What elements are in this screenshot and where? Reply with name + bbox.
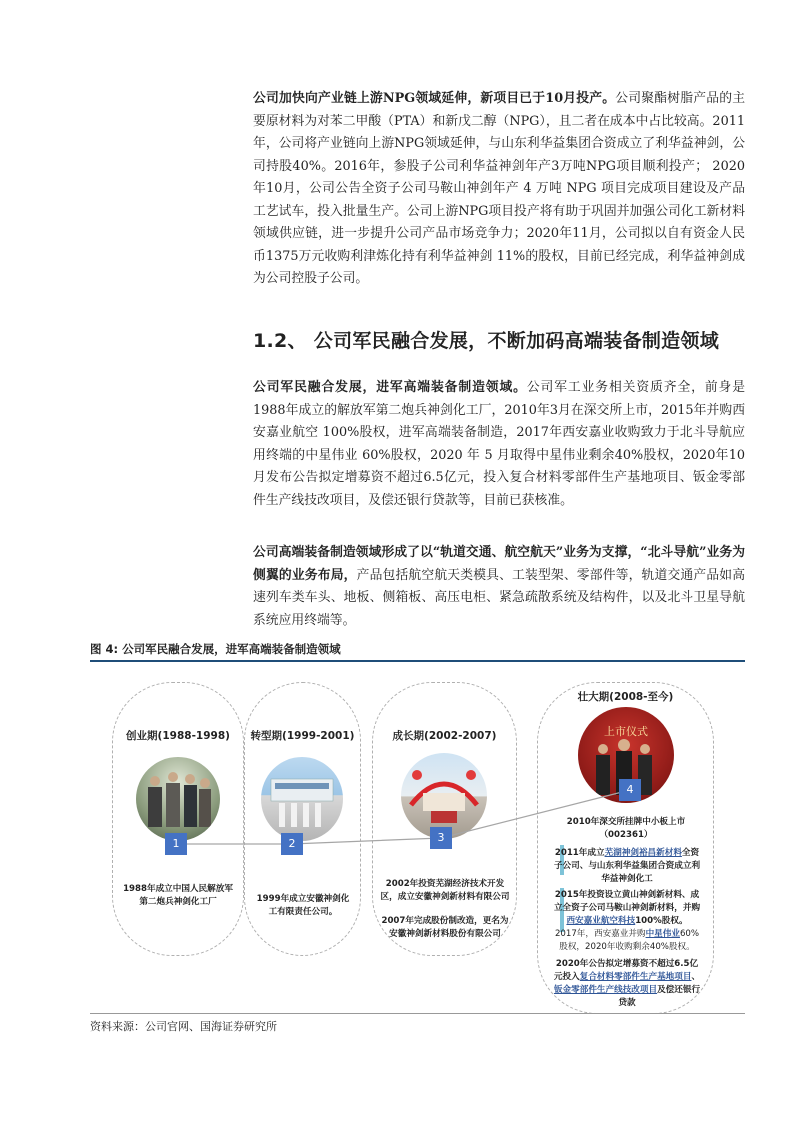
stage-desc: 1988年成立中国人民解放军第二炮兵神剑化工厂 — [123, 884, 233, 907]
stage-desc: 1999年成立安徽神剑化工有限责任公司。 — [256, 894, 350, 917]
paragraph-lead: 公司加快向产业链上游NPG领域延伸，新项目已于10月投产。 — [253, 91, 616, 106]
paragraph-lead: 公司军民融合发展，进军高端装备制造领域。 — [253, 380, 527, 395]
paragraph-body: 公司军工业务相关资质齐全，前身是1988年成立的解放军第二炮兵神剑化工厂，2010年3月在深交所上市，2015年并购西安嘉业航空 100%股权，进军高端装备制造，2017年西安嘉业收购致力于北斗导航应用终端的中星伟业 60%股权，2020 年 5 月取得中星伟业剩余40%股权，2020年10月发布公告拟定增募资不超过6.5亿元，投入复合材料零部件生产基地项目、钣金零部件生产线技改项目，及偿还银行贷款等，目前已获核准。 — [253, 380, 746, 508]
paragraph-body: 产品包括航空航天类模具、工装型架、零部件等，轨道交通产品如高速列车类车头、地板、侧箱板、高压电柜、紧急疏散系统及结构件，以及北斗卫星导航系统应用终端等。 — [253, 567, 746, 628]
source-note: 资料来源：公司官网、国海证券研究所 — [90, 1013, 745, 1034]
paragraph-npg — [253, 88, 745, 291]
section-heading: 1.2、 公司军民融合发展，不断加码高端装备制造领域 — [253, 330, 720, 352]
stage-title: 壮大期(2008-至今) — [577, 691, 674, 703]
figure-label: 图 4: — [90, 642, 119, 656]
stage-desc-2015: 2015年投资设立黄山神剑新材料、成立全资子公司马鞍山神剑新材料，并购西安嘉业航空科技100%股权。 2017年，西安嘉业并购中星伟业60%股权，2020年收购剩余40%股权。 — [553, 890, 701, 952]
paragraph-lead: 公司高端装备制造领域形成了以“轨道交通、航空航天”业务为支撑，“北斗导航”业务为侧翼的业务布局， — [253, 545, 745, 583]
stage-number-3: 3 — [430, 827, 452, 849]
listing-ceremony-banner: 上市仪式 — [604, 725, 648, 738]
stage-number-2: 2 — [281, 833, 303, 855]
timeline-figure — [90, 664, 745, 1019]
stage-desc-2020: 2020年公告拟定增募资不超过6.5亿元投入复合材料零部件生产基地项目、钣金零部件生产线技改项目及偿还银行贷款 — [553, 959, 701, 1008]
figure-caption: 公司军民融合发展，进军高端装备制造领域 — [122, 642, 341, 656]
figure-title — [90, 640, 745, 662]
paragraph-body: 公司聚酯树脂产品的主要原材料为对苯二甲酸（PTA）和新戊二醇（NPG），且二者在成本中占比较高。2011年，公司将产业链向上游NPG领域延伸，与山东利华益集团合资成立了利华益神剑，公司持股40%。2016年，参股子公司利华益神剑年产3万吨NPG项目顺利投产； 2020年10月，公司公告全资子公司马鞍山神剑年产 4 万吨 NPG 项目完成项目建设及产品工艺试车，投入批量生产。公司上游NPG项目投产将有助于巩固并加强公司化工新材料领域供应链，进一步提升公司产品市场竞争力；2020年11月，公司拟以自有资金人民币1375万元收购利津炼化持有利华益神剑 11%的股权，目前已经完成，利华益神剑成为公司控股子公司。 — [253, 91, 745, 286]
stage-title: 创业期(1988-1998) — [126, 730, 230, 742]
stage-desc: 2007年完成股份制改造，更名为安徽神剑新材料股份有限公司 — [381, 916, 509, 939]
paragraph-military — [253, 377, 745, 512]
stage-number-4: 4 — [619, 779, 641, 801]
stage-title: 成长期(2002-2007) — [392, 730, 497, 742]
stage-desc-2011: 2011年成立芜湖神剑裕昌新材料全资子公司、与山东利华益集团合资成立利华益神剑化工 — [553, 848, 701, 884]
timeline-connector — [90, 664, 745, 1019]
stage-desc: 2002年投资芜湖经济技术开发区，成立安徽神剑新材料有限公司 — [380, 879, 510, 902]
stage-desc-listing: 2010年深交所挂牌中小板上市（002361） — [566, 817, 686, 840]
stage-number-1: 1 — [165, 833, 187, 855]
stage-title: 转型期(1999-2001) — [250, 730, 355, 742]
paragraph-equipment — [253, 542, 745, 632]
